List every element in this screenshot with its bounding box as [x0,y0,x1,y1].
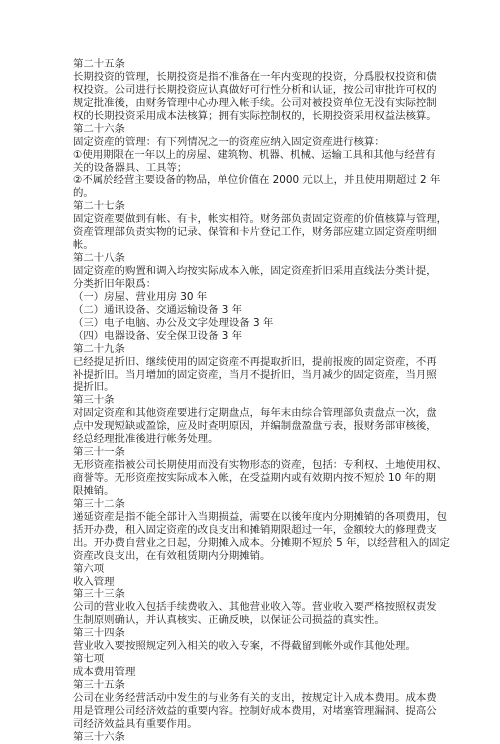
body-text-line: 对固定资産和其他资産要进行定期盘点，每年末由综合管理部负责盘点一次，盘 [73,407,437,420]
body-text-line: 生制原则确认，并认真核实、正确反映，以保证公司损益的真实性。 [73,614,385,627]
body-text-line: 权投资。公司进行长期投资应认真做好可行性分析和认证，按公司审批许可权的 [73,83,437,96]
body-text-line: 限摊销。 [73,484,115,497]
body-text-line: 用是管理公司经济效益的重要内容。控制好成本费用，对堵塞管理漏洞、提高公 [73,704,437,717]
list-item: （三）电子电脑、办公及文字处理设备 3 年 [73,316,274,329]
body-text-line: 的。 [73,187,94,200]
body-text-line: 规定批准後，由财务管理中心办理入帐手续。公司对被投资单位无没有实际控制 [73,96,437,109]
article-heading: 第三十五条 [73,679,125,691]
body-text-line: 公司在业务经营活动中发生的与业务有关的支出，按规定计入成本费用。成本费 [73,691,437,704]
body-text-line: 递延资産是指不能全部计入当期损益，需要在以後年度内分期摊销的各项费用，包 [73,510,448,523]
body-text-line: 固定资産要做到有帐、有卡，帐实相符。财务部负责固定资産的价值核算与管理， [73,213,448,226]
body-text-line: 帐。 [73,239,94,252]
body-text-line: 司经济效益具有重要作用。 [73,717,198,730]
section-heading: 第七项 [73,653,105,666]
body-text-line: 括开办费，租入固定资産的改良支出和摊销期限超过一年，金额较大的修理费支 [73,523,437,536]
body-text-line: 已经提足折旧、继续使用的固定资産不再提取折旧，提前报废的固定资産，不再 [73,355,437,368]
body-text-line: ②不属於经营主要设备的物品，单位价值在 2000 元以上，并且使用期超过 2 年 [73,174,441,187]
section-title: 成本费用管理 [73,666,136,679]
body-text-line: 出。开办费自营业之日起，分期摊入成本。分摊期不短於 5 年，以经营租入的固定 [73,536,450,549]
article-heading: 第三十六条 [73,730,125,743]
body-text-line: 长期投资的管理，长期投资是指不准备在一年内变现的投资，分爲股权投资和债 [73,70,437,83]
body-text-line: 经总经理批准後进行帐务处理。 [73,433,219,446]
body-text-line: 商誉等。无形资産按实际成本入帐，在受益期内或有效期内按不短於 10 年的期 [73,472,436,484]
article-heading: 第三十三条 [73,588,125,601]
body-text-line: 固定资産的管理：有下列情况之一的资産应纳入固定资産进行核算： [73,135,385,148]
article-heading: 第三十一条 [73,446,125,459]
document-body [73,58,450,744]
body-text-line: 资産管理部负责实物的记录、保管和卡片登记工作，财务部应建立固定资産明细 [73,226,437,239]
body-text-line: 分类折旧年限爲： [73,277,157,290]
body-text-line: 权的长期投资采用成本法核算；拥有实际控制权的，长期投资采用权益法核算。 [73,109,437,122]
body-text-line: 提折旧。 [73,381,115,394]
article-heading: 第二十七条 [73,200,125,213]
article-heading: 第三十条 [73,394,115,407]
body-text-line: ①使用期限在一年以上的房屋、建筑物、机器、机械、运输工具和其他与经营有 [73,148,436,161]
body-text-line: 资産改良支出，在有效租赁期内分期摊销。 [73,549,271,562]
body-text-line: 无形资産指被公司长期使用而没有实物形态的资産，包括：专利权、土地使用权、 [73,459,448,472]
section-title: 收入管理 [73,575,115,588]
article-heading: 第二十五条 [73,58,125,70]
article-heading: 第三十二条 [73,497,125,510]
article-heading: 第二十八条 [73,252,125,265]
article-heading: 第三十四条 [73,627,125,640]
body-text-line: 点中发现短缺或盈馀，应及时查明原因，并编制盘盈盘亏表，报财务部审核後， [73,420,437,433]
list-item: （二）通讯设备、交通运输设备 3 年 [73,303,243,316]
body-text-line: 公司的营业收入包括手续费收入、其他营业收入等。营业收入要严格按照权责发 [73,601,437,614]
article-heading: 第二十六条 [73,122,125,135]
list-item: （一）房屋、营业用房 30 年 [73,290,208,303]
body-text-line: 关的设备器具、工具等； [73,161,188,174]
article-heading: 第二十九条 [73,342,125,355]
body-text-line: 固定资産的购置和调入均按实际成本入帐，固定资産折旧采用直线法分类计提， [73,265,437,277]
body-text-line: 营业收入要按照规定列入相关的收入专案，不得截留到帐外或作其他处理。 [73,640,416,653]
body-text-line: 补提折旧。当月增加的固定资産，当月不提折旧，当月减少的固定资産，当月照 [73,368,437,381]
section-heading: 第六项 [73,562,105,575]
list-item: （四）电器设备、安全保卫设备 3 年 [73,329,243,342]
